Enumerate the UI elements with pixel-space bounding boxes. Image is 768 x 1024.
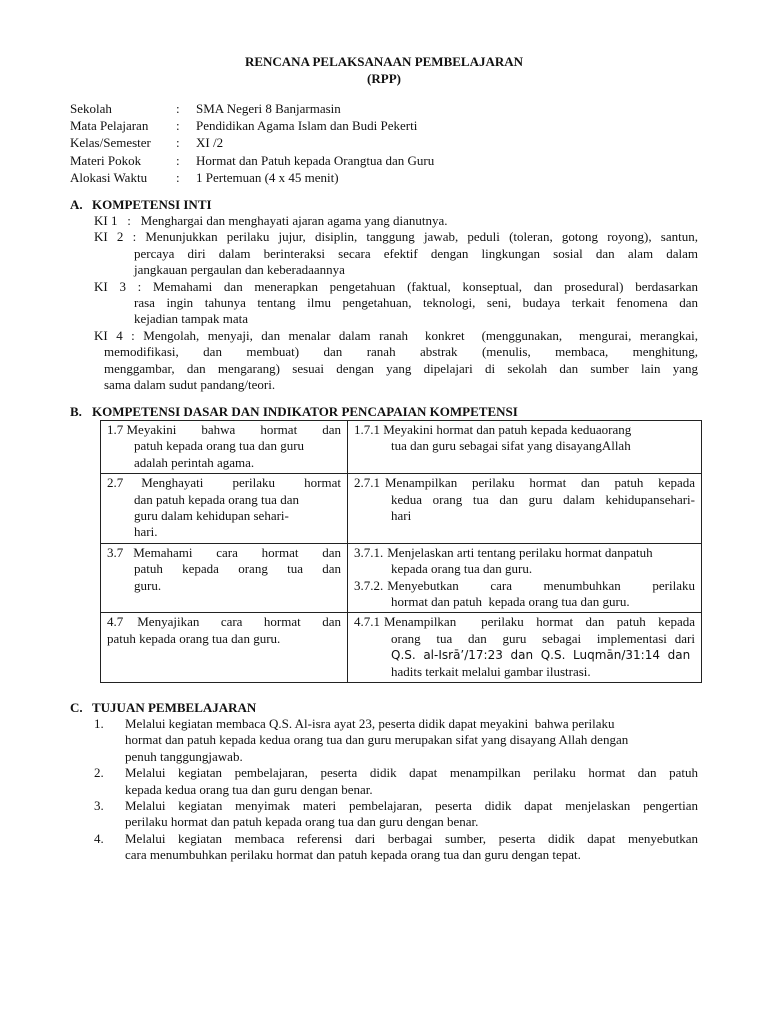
- kd-number: 4.7: [107, 614, 124, 630]
- indicator-text: kedua orang tua dan guru dalam kehidupansehari-: [391, 491, 695, 507]
- info-colon: :: [176, 152, 180, 168]
- section-a-heading: [70, 197, 212, 213]
- ki-2-line: percaya diri dalam berinteraksi secara efektif dengan lingkungan sosial dan alam dalam: [134, 245, 698, 261]
- indicator-item: [354, 614, 695, 630]
- section-letter: B.: [70, 404, 82, 419]
- info-row-materi-pokok: [70, 153, 434, 170]
- kd-first-line: [107, 475, 341, 491]
- info-value: 1 Pertemuan (4 x 45 menit): [196, 169, 339, 185]
- info-label: Kelas/Semester: [70, 135, 151, 151]
- list-item-line: penuh tanggungjawab.: [125, 748, 243, 764]
- indicator-text: Q.S. al-Isrā’/17:23 dan Q.S. Luqmān/31:14 dan: [391, 648, 691, 663]
- list-item-line: Melalui kegiatan menyimak materi pembelajaran, peserta didik dapat menjelaskan pengertian: [125, 798, 698, 814]
- list-item-line: hormat dan patuh kepada kedua orang tua dan guru merupakan sifat yang disayang Allah dengan: [125, 732, 629, 748]
- kd-text: Menghayati perilaku hormat: [141, 475, 341, 491]
- indicator-cell: [348, 474, 702, 544]
- kd-text: guru.: [134, 577, 162, 593]
- table-row: [101, 474, 702, 544]
- list-item: [94, 798, 698, 831]
- title-line-1: RENCANA PELAKSANAAN PEMBELAJARAN: [244, 54, 524, 69]
- indicator-text: kepada orang tua dan guru.: [391, 561, 533, 577]
- info-label: Mata Pelajaran: [70, 118, 149, 134]
- kd-text: guru dalam kehidupan sehari-: [134, 508, 289, 524]
- info-value: Pendidikan Agama Islam dan Budi Pekerti: [196, 118, 418, 134]
- ki-4-line: menggambar, dan mengarang) sesuai dengan yang dipelajari di sekolah dan sumber lain yang: [104, 360, 698, 376]
- section-b-heading: [70, 404, 518, 420]
- kd-cell: [101, 543, 348, 613]
- info-value: SMA Negeri 8 Banjarmasin: [196, 101, 341, 116]
- indicator-text: hari: [391, 508, 412, 524]
- kd-text: dan patuh kepada orang tua dan: [134, 491, 299, 507]
- list-item-text: [125, 765, 698, 798]
- kd-number: 3.7: [107, 544, 124, 560]
- info-colon: :: [176, 169, 180, 185]
- ki-4-first-line: KI 4 : Mengolah, menyaji, dan menalar dalam ranah konkret (menggunakan, mengurai, merangkai,: [94, 327, 698, 343]
- ki-4-line: memodifikasi, dan membuat) dan ranah abstrak (menulis, membaca, menghitung,: [104, 344, 698, 360]
- kd-text: Meyakini bahwa hormat dan: [126, 422, 341, 437]
- section-title: KOMPETENSI INTI: [92, 197, 212, 212]
- ki-2-first-line: KI 2 : Menunjukkan perilaku jujur, disiplin, tanggung jawab, peduli (toleran, gotong royong), santun,: [94, 229, 698, 245]
- table-row: [101, 543, 702, 613]
- section-title: TUJUAN PEMBELAJARAN: [92, 700, 257, 715]
- kompetensi-inti-list: [94, 213, 698, 393]
- kd-number: 2.7: [107, 475, 124, 491]
- ki-3-first-line: KI 3 : Memahami dan menerapkan pengetahuan (faktual, konseptual, dan prosedural) berdasarkan: [94, 278, 698, 294]
- kd-text: hari.: [134, 524, 158, 540]
- indicator-text: hormat dan patuh kepada orang tua dan guru.: [391, 594, 630, 610]
- indicator-item: [354, 475, 695, 491]
- indicator-cell: [348, 613, 702, 683]
- section-letter: C.: [70, 700, 83, 715]
- indicator-text: tua dan guru sebagai sifat yang disayangAllah: [391, 438, 631, 454]
- ki-1: KI 1 : Menghargai dan menghayati ajaran agama yang dianutnya.: [94, 213, 448, 228]
- list-item-number: 1.: [94, 716, 104, 731]
- tujuan-list: [94, 716, 698, 864]
- indicator-item: [354, 545, 695, 561]
- info-row-alokasi-waktu: [70, 170, 434, 187]
- info-label: Sekolah: [70, 101, 112, 116]
- list-item-line: Melalui kegiatan membaca Q.S. Al-isra ayat 23, peserta didik dapat meyakini bahwa perilaku: [125, 716, 615, 731]
- list-item-number: 2.: [94, 765, 104, 781]
- list-item-line: cara menumbuhkan perilaku hormat dan patuh kepada orang tua dan guru dengan tepat.: [125, 847, 581, 863]
- indicator-number: 1.7.1: [354, 422, 380, 437]
- kd-text: patuh kepada orang tua dan guru.: [107, 630, 281, 646]
- document-title: [0, 54, 768, 88]
- list-item: [94, 716, 698, 765]
- title-line-2: (RPP): [367, 71, 401, 86]
- list-item: [94, 831, 698, 864]
- indicator-text: Meyakini hormat dan patuh kepada keduaorang: [383, 422, 632, 437]
- indicator-text: Menyebutkan cara menumbuhkan perilaku: [387, 577, 695, 593]
- info-colon: :: [176, 118, 180, 134]
- list-item-line: Melalui kegiatan pembelajaran, peserta didik dapat menampilkan perilaku hormat dan patuh: [125, 765, 698, 781]
- table-row: [101, 613, 702, 683]
- kd-text: adalah perintah agama.: [134, 454, 255, 470]
- kd-cell: [101, 474, 348, 544]
- info-row-mata-pelajaran: [70, 118, 434, 135]
- kd-cell: [101, 613, 348, 683]
- table-row: [101, 421, 702, 474]
- info-colon: :: [176, 135, 180, 151]
- kd-first-line: [107, 545, 341, 561]
- kd-text: patuh kepada orang tua dan guru: [134, 438, 305, 454]
- indicator-item: [354, 422, 695, 438]
- list-item-number: 4.: [94, 830, 104, 846]
- identity-block: [70, 101, 434, 187]
- kd-indikator-table: [100, 420, 702, 683]
- indicator-number: 3.7.1.: [354, 544, 384, 560]
- indicator-text: Menjelaskan arti tentang perilaku hormat danpatuh: [387, 544, 653, 560]
- info-label: Alokasi Waktu: [70, 169, 148, 185]
- indicator-cell: [348, 543, 702, 613]
- info-row-kelas-semester: [70, 135, 434, 152]
- kd-number: 1.7: [107, 422, 124, 437]
- section-letter: A.: [70, 197, 83, 212]
- list-item-text: [125, 831, 698, 864]
- section-c-heading: [70, 700, 256, 716]
- indicator-text: orang tua dan guru sebagai implementasi dari: [391, 630, 695, 646]
- info-row-sekolah: [70, 101, 434, 118]
- list-item-line: perilaku hormat dan patuh kepada orang tua dan guru dengan benar.: [125, 814, 479, 830]
- indicator-text: Menampilkan perilaku hormat dan patuh kepada: [384, 614, 695, 630]
- ki-2-line: jangkauan pergaulan dan keberadaannya: [134, 262, 345, 278]
- kd-text: patuh kepada orang tua dan: [134, 561, 341, 577]
- kd-first-line: [107, 614, 341, 630]
- indicator-text: hadits terkait melalui gambar ilustrasi.: [391, 663, 591, 679]
- kd-text: Menyajikan cara hormat dan: [137, 614, 341, 630]
- list-item-text: [125, 798, 698, 831]
- info-label: Materi Pokok: [70, 152, 142, 168]
- indicator-number: 2.7.1: [354, 475, 380, 491]
- indicator-number: 4.7.1: [354, 614, 380, 630]
- ki-3-line: rasa ingin tahunya tentang ilmu pengetahuan, teknologi, seni, budaya terkait fenomena dan: [134, 295, 698, 311]
- section-title: KOMPETENSI DASAR DAN INDIKATOR PENCAPAIAN KOMPETENSI: [92, 404, 518, 419]
- kd-first-line: [107, 422, 341, 438]
- indicator-text: Menampilkan perilaku hormat dan patuh kepada: [385, 475, 695, 491]
- list-item-number: 3.: [94, 798, 104, 814]
- info-value: Hormat dan Patuh kepada Orangtua dan Guru: [196, 152, 435, 168]
- kd-cell: [101, 421, 348, 474]
- info-value: XI /2: [196, 135, 224, 151]
- list-item-line: Melalui kegiatan membaca referensi dari berbagai sumber, peserta didik dapat menyebutkan: [125, 830, 698, 846]
- indicator-cell: [348, 421, 702, 474]
- info-colon: :: [176, 101, 180, 116]
- list-item-line: kepada kedua orang tua dan guru dengan benar.: [125, 781, 373, 797]
- ki-3-line: kejadian tampak mata: [134, 311, 249, 327]
- indicator-item: [354, 578, 695, 594]
- kd-text: Memahami cara hormat dan: [133, 544, 341, 560]
- list-item: [94, 765, 698, 798]
- list-item-text: [125, 716, 698, 765]
- indicator-number: 3.7.2.: [354, 577, 384, 593]
- ki-4-line: sama dalam sudut pandang/teori.: [104, 377, 276, 393]
